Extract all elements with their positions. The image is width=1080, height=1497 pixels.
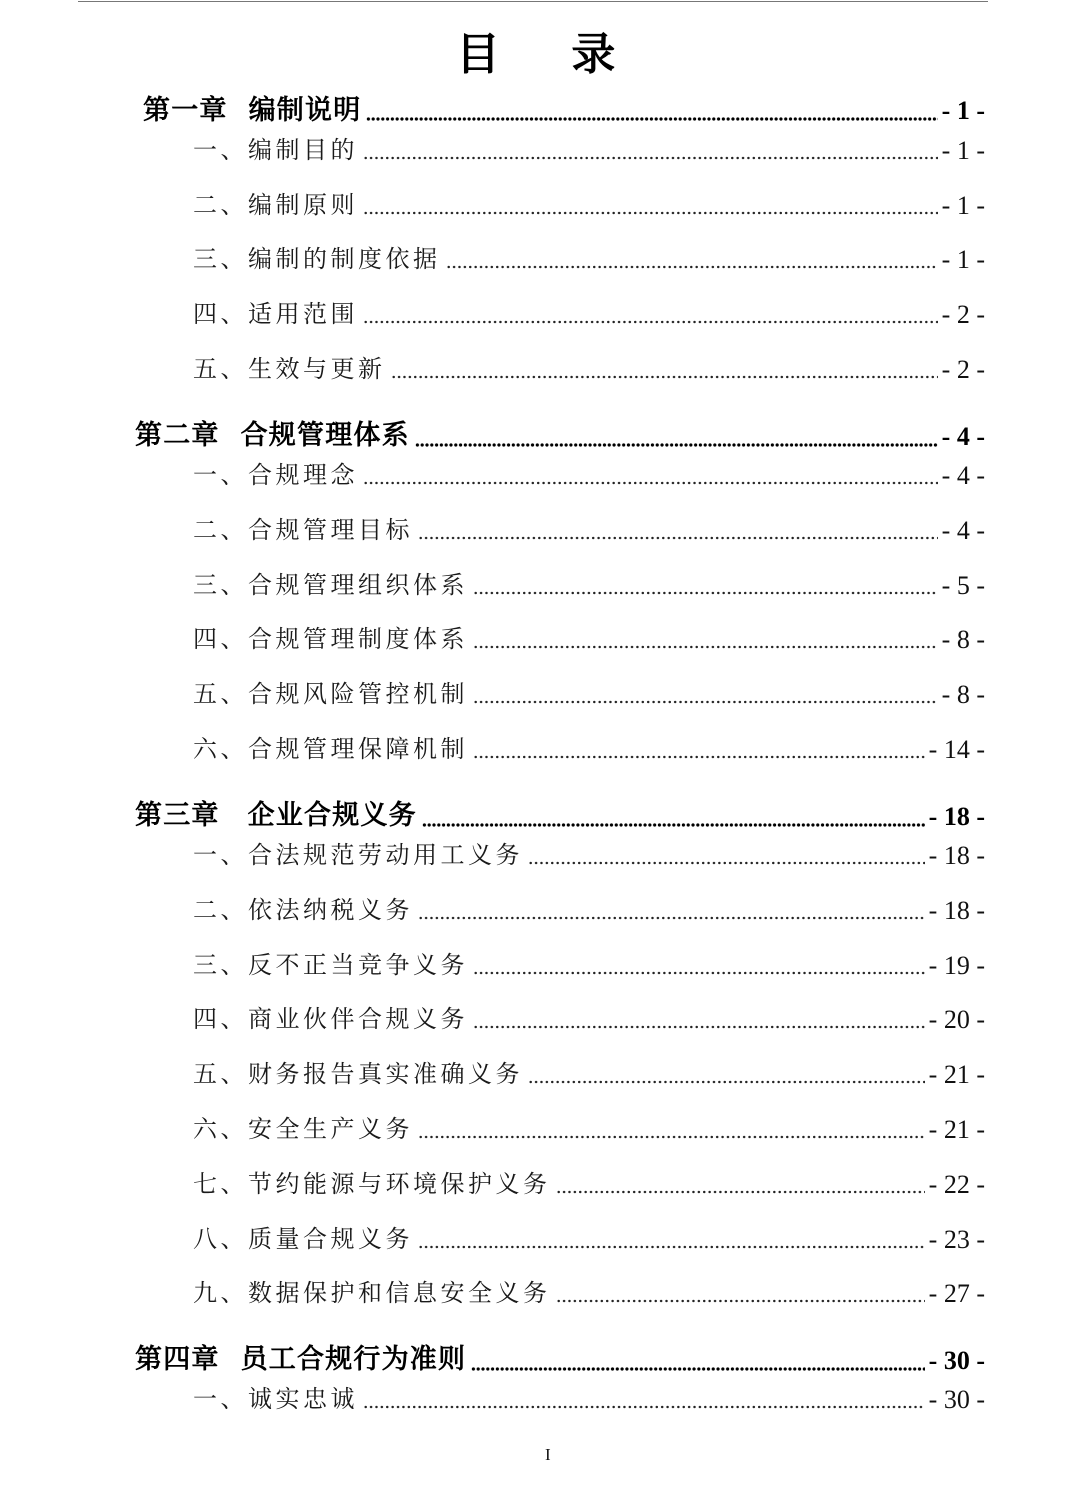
item-label: 七、节约能源与环境保护义务: [193, 1169, 551, 1198]
dot-leader: [473, 971, 925, 975]
dot-leader: [418, 1135, 925, 1139]
dot-leader: [473, 1025, 925, 1029]
dot-leader: [528, 861, 925, 865]
item-label: 一、合规理念: [193, 461, 358, 490]
item-label: 五、财务报告真实准确义务: [193, 1060, 523, 1089]
toc-chapter-section: [0, 408, 1080, 776]
dot-leader: [473, 700, 938, 704]
item-label: 一、诚实忠诚: [193, 1385, 358, 1414]
page-number: - 18 -: [928, 841, 985, 871]
toc-chapter-section: [0, 1333, 1080, 1427]
page-number: - 2 -: [941, 355, 985, 385]
chapter-number: 第二章: [135, 420, 220, 452]
table-of-contents: [0, 83, 1080, 1427]
item-label: 六、合规管理保障机制: [193, 735, 468, 764]
dot-leader: [473, 591, 938, 595]
toc-chapter-entry[interactable]: [0, 408, 1080, 463]
page-number: - 19 -: [928, 950, 985, 980]
item-label: 三、合规管理组织体系: [193, 570, 468, 599]
toc-item-entry[interactable]: [0, 1266, 1080, 1321]
item-label: 四、商业伙伴合规义务: [193, 1005, 468, 1034]
dot-leader: [471, 1367, 924, 1371]
toc-item-entry[interactable]: [0, 1156, 1080, 1211]
page-number: - 4 -: [941, 421, 985, 451]
chapter-title: 合规管理体系: [240, 420, 410, 452]
toc-item-entry[interactable]: [0, 667, 1080, 722]
dot-leader: [366, 117, 937, 121]
toc-title: 目 录: [456, 29, 616, 80]
chapter-number: 第三章: [135, 800, 220, 832]
item-label: 四、合规管理制度体系: [193, 625, 468, 654]
dot-leader: [363, 211, 938, 215]
dot-leader: [363, 156, 938, 160]
page-number: - 1 -: [941, 245, 985, 275]
dot-leader: [473, 755, 925, 759]
toc-chapter-entry[interactable]: [0, 788, 1080, 843]
item-label: 四、适用范围: [193, 300, 358, 329]
page-number: - 1 -: [941, 135, 985, 165]
toc-chapter-section: [0, 788, 1080, 1321]
dot-leader: [556, 1299, 925, 1303]
item-label: 九、数据保护和信息安全义务: [193, 1279, 551, 1308]
page-number: - 14 -: [928, 735, 985, 765]
toc-item-entry[interactable]: [0, 882, 1080, 937]
toc-item-entry[interactable]: [0, 937, 1080, 992]
toc-item-entry[interactable]: [0, 992, 1080, 1047]
item-label: 二、依法纳税义务: [193, 895, 413, 924]
dot-leader: [418, 536, 938, 540]
item-label: 八、质量合规义务: [193, 1224, 413, 1253]
dot-leader: [415, 443, 938, 447]
toc-item-entry[interactable]: [0, 612, 1080, 667]
item-label: 六、安全生产义务: [193, 1115, 413, 1144]
page-number: - 4 -: [941, 515, 985, 545]
toc-item-entry[interactable]: [0, 1102, 1080, 1157]
dot-leader: [363, 1405, 925, 1409]
toc-item-entry[interactable]: [0, 1047, 1080, 1102]
page-number: - 30 -: [928, 1385, 985, 1415]
toc-item-entry[interactable]: [0, 557, 1080, 612]
page-number: - 8 -: [941, 625, 985, 655]
dot-leader: [363, 320, 938, 324]
chapter-title: 编制说明: [248, 94, 362, 126]
page-number: - 5 -: [941, 570, 985, 600]
dot-leader: [473, 645, 938, 649]
item-label: 五、生效与更新: [193, 355, 386, 384]
dot-leader: [418, 1245, 925, 1249]
toc-item-entry[interactable]: [0, 287, 1080, 342]
toc-chapter-section: [0, 83, 1080, 396]
toc-chapter-entry[interactable]: [0, 1333, 1080, 1388]
item-label: 五、合规风险管控机制: [193, 680, 468, 709]
dot-leader: [556, 1190, 925, 1194]
page-number: - 27 -: [928, 1279, 985, 1309]
page-number: - 4 -: [941, 461, 985, 491]
item-label: 三、反不正当竞争义务: [193, 950, 468, 979]
item-label: 二、编制原则: [193, 190, 358, 219]
toc-item-entry[interactable]: [0, 177, 1080, 232]
footer-page-number: I: [545, 1445, 551, 1464]
item-label: 三、编制的制度依据: [193, 245, 441, 274]
toc-item-entry[interactable]: [0, 502, 1080, 557]
dot-leader: [418, 916, 925, 920]
item-label: 二、合规管理目标: [193, 515, 413, 544]
dot-leader: [363, 481, 938, 485]
page-number: - 30 -: [928, 1345, 985, 1375]
chapter-number: 第四章: [135, 1344, 220, 1376]
page-number: - 18 -: [928, 895, 985, 925]
page-number: - 1 -: [941, 96, 985, 126]
dot-leader: [422, 823, 925, 827]
chapter-title: 企业合规义务: [247, 800, 417, 832]
page-number: - 2 -: [941, 300, 985, 330]
page-number: - 21 -: [928, 1115, 985, 1145]
toc-item-entry[interactable]: [0, 722, 1080, 777]
page-number: - 23 -: [928, 1224, 985, 1254]
page-number: - 1 -: [941, 190, 985, 220]
dot-leader: [391, 375, 938, 379]
page-number: - 22 -: [928, 1169, 985, 1199]
page-number: - 20 -: [928, 1005, 985, 1035]
toc-item-entry[interactable]: [0, 232, 1080, 287]
page-number: - 21 -: [928, 1060, 985, 1090]
toc-chapter-entry[interactable]: [0, 83, 1080, 138]
toc-item-entry[interactable]: [0, 342, 1080, 397]
page-number: - 8 -: [941, 680, 985, 710]
dot-leader: [528, 1080, 925, 1084]
page-number: - 18 -: [928, 801, 985, 831]
item-label: 一、合法规范劳动用工义务: [193, 841, 523, 870]
dot-leader: [446, 265, 938, 269]
item-label: 一、编制目的: [193, 135, 358, 164]
top-rule: [78, 1, 988, 2]
chapter-number: 第一章: [143, 94, 228, 126]
toc-item-entry[interactable]: [0, 1211, 1080, 1266]
chapter-title: 员工合规行为准则: [240, 1344, 467, 1376]
